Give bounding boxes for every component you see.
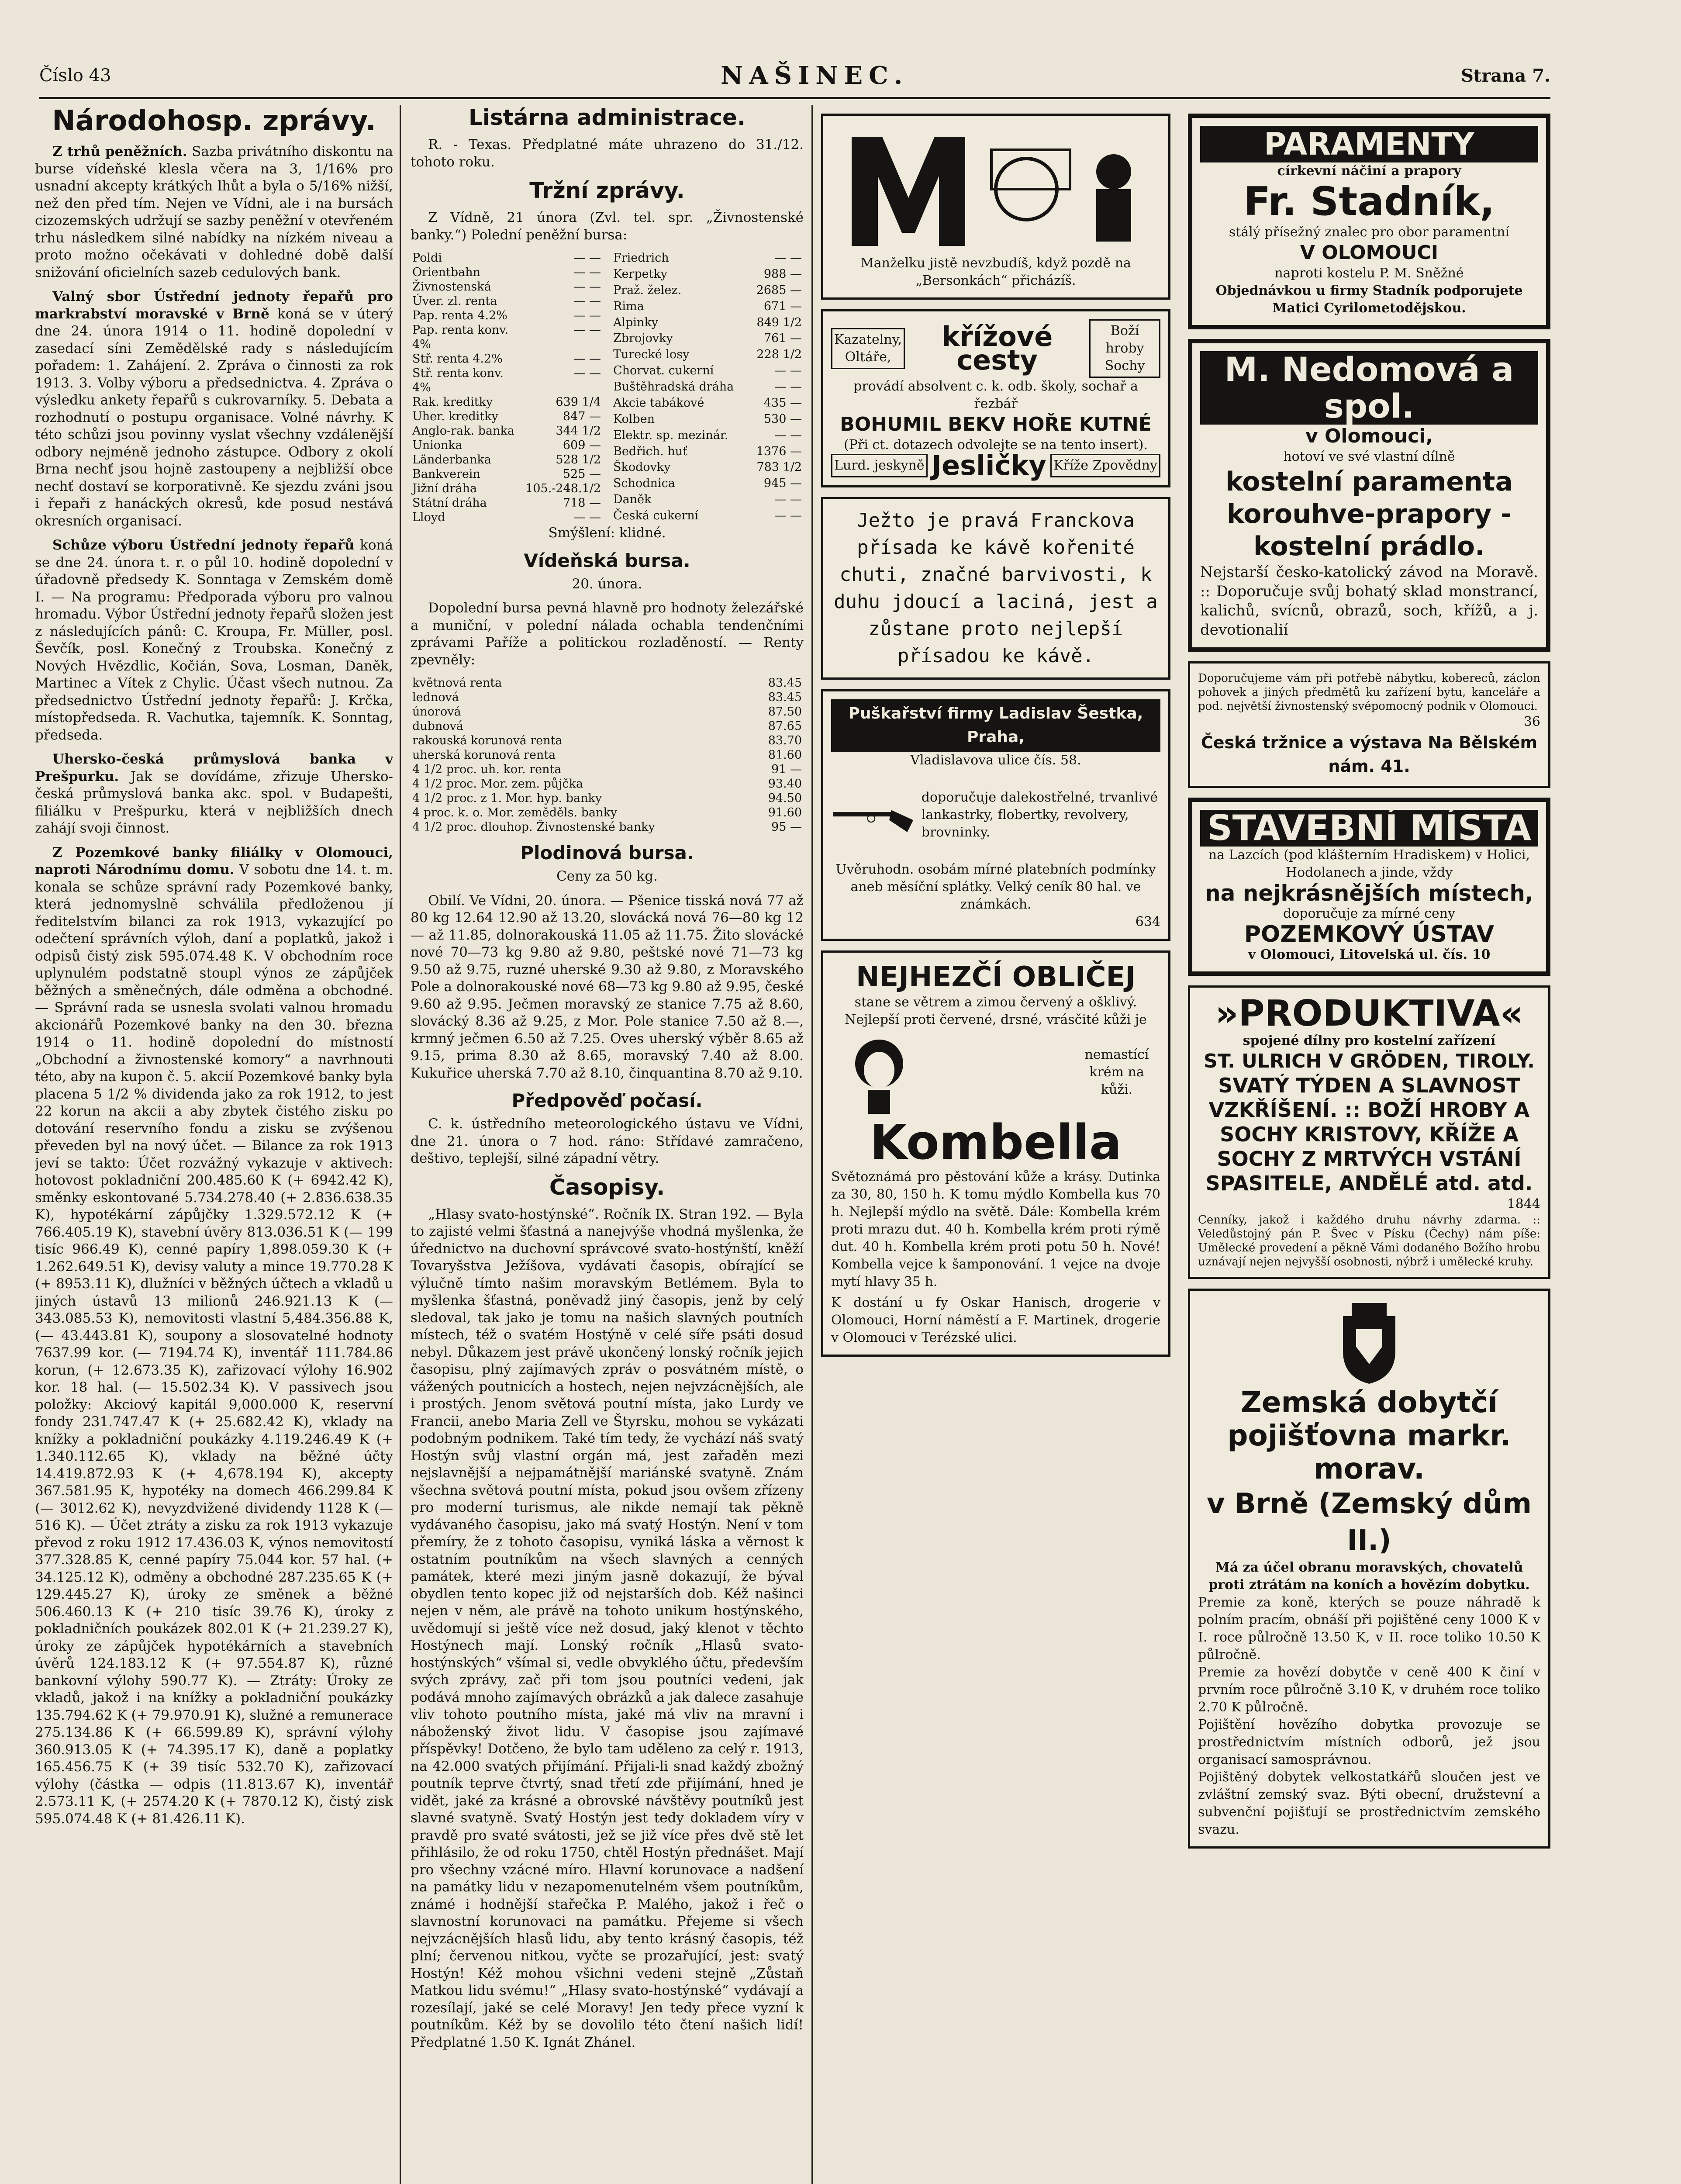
casopisy-title: Časopisy. xyxy=(549,1174,665,1200)
ad-big: kostelní paramenta korouhve-prapory - kostelní prádlo. xyxy=(1225,467,1513,562)
pocasi-text: C. k. ústředního meteorologického ústavu ve Vídni, dne 21. února o 7 hod. ráno: Střídavé zamračeno, deštivo, teplejší, silné západní větry. xyxy=(411,1116,804,1166)
column-divider xyxy=(811,105,813,2184)
ad-headline: křížové cesty xyxy=(942,321,1053,376)
row-label: Kerpetky xyxy=(613,267,668,281)
table-row xyxy=(411,424,603,438)
listarna-text: R. - Texas. Předplatné máte uhrazeno do 31./12. tohoto roku. xyxy=(411,137,804,170)
ad-text: Nejstarší česko-katolický závod na Moravě. :: Doporučuje svůj bohatý sklad monstrancí, kalichů, svícnů, obrazů, soch, křížů, a j. devotionalií xyxy=(1200,563,1538,639)
row-label: lednová xyxy=(412,691,459,704)
ad-text: Má za účel obranu moravských, chovatelů proti ztrátám na koních a hovězím dobytku. xyxy=(1208,1560,1530,1593)
ad-kombella xyxy=(821,950,1170,1357)
table-row xyxy=(411,496,603,510)
row-value: — — xyxy=(774,428,802,442)
ad-puskarstvi xyxy=(821,689,1170,941)
table-row xyxy=(611,492,804,508)
ad-headline: Jesličky xyxy=(931,449,1046,481)
ad-headline: M. Nedomová a spol. xyxy=(1200,351,1538,425)
trzni-title: Tržní zprávy. xyxy=(529,178,685,203)
row-label: Orientbahn xyxy=(412,266,481,279)
row-label: Poldi xyxy=(412,251,442,265)
ad-name: Česká tržnice a výstava Na Bělském nám. 41. xyxy=(1201,733,1538,776)
ad-stadnik xyxy=(1188,114,1550,329)
row-value: 94.50 xyxy=(768,791,802,805)
plod-title: Plodinová bursa. xyxy=(520,842,694,864)
row-label: květnová renta xyxy=(412,676,502,690)
table-row xyxy=(611,508,804,525)
row-value: 435 — xyxy=(763,396,802,410)
ad-zemska-pojistovna xyxy=(1188,1289,1550,1849)
stock-tables xyxy=(411,251,804,525)
row-value: 718 — xyxy=(563,496,601,510)
row-value: 639 1/4 xyxy=(556,395,601,409)
article: Uhersko-česká průmyslová banka v Prešpurku. Jak se dovídáme, zřizuje Uhersko-česká průmyslová banka akc. spol. v Budapešti, filiálku v Prešpurku, která v nejbližších dnech zahájí svoji činnost. xyxy=(35,751,393,836)
ad-address: v Olomouci, Litovelská ul. čís. 10 xyxy=(1248,947,1491,962)
ad-city: ST. ULRICH V GRÖDEN, TIROLY. xyxy=(1204,1050,1535,1072)
label: Sochy xyxy=(1105,358,1145,373)
ad-nedomova xyxy=(1188,339,1550,652)
label: Oltáře, xyxy=(845,349,891,365)
ad-text: Světoznámá pro pěstování kůže a krásy. Dutinka za 30, 80, 150 h. K tomu mýdlo Kombella kus 70 h. Nejlepší mýdlo na světě. Dále: Kombella krém proti mrazu dut. 40 h. Kombella krém proti rýmě dut. 40 h. Kombella krém proti potu 50 h. Nové! Kombella vejce k šamponování. 1 vejce na dvoje mytí hlavy 35 h. xyxy=(831,1169,1160,1289)
table-row xyxy=(411,510,603,525)
row-value: — — xyxy=(573,366,601,380)
row-label: Česká cukerní xyxy=(613,509,699,522)
ad-text: Ježto je pravá Franckova přísada ke kávě kořenité chuti, značné barvivosti, k duhu jdoucí a laciná, jest a zůstane proto nejlepší přísadou ke kávě. xyxy=(834,509,1158,667)
ad-headline: »PRODUKTIVA« xyxy=(1215,993,1523,1034)
ad-text: doporučuje dalekostřelné, trvanlivé lankastrky, flobertky, revolvery, brovninky. xyxy=(921,790,1158,840)
row-label: uherská korunová renta xyxy=(412,748,556,762)
table-row xyxy=(611,396,804,412)
table-row xyxy=(411,409,603,424)
pocasi-title: Předpověď počasí. xyxy=(511,1090,703,1111)
row-value: — — xyxy=(774,380,802,394)
row-label: Daněk xyxy=(613,493,652,507)
ad-headline: NEJHEZČÍ OBLIČEJ xyxy=(856,961,1136,993)
row-label: Státní dráha xyxy=(412,496,487,510)
column-ads-b xyxy=(1188,114,1550,2184)
row-label: Rima xyxy=(613,299,644,313)
vid-title: Vídeňská bursa. xyxy=(524,549,690,571)
row-label: Uher. kreditky xyxy=(412,410,498,423)
ad-text: stálý přísežný znalec pro obor paramentní xyxy=(1229,225,1510,240)
label: Kříže Zpovědny xyxy=(1050,454,1160,477)
label: Kazatelny, xyxy=(834,332,902,347)
row-value: 95 — xyxy=(771,820,802,834)
ad-note: Cenníky, jakož i každého druhu návrhy zdarma. :: Veledůstojný pán P. Švec v Písku (Čechy) nám píše: Umělecké provedení a pěkně Vámi dodaného Božího hrobu uznávají nejen nejvyšší osobnosti, nýbrž i umělecké kruhy. xyxy=(1198,1213,1540,1268)
table-row xyxy=(411,294,603,308)
ad-text: nemastící krém na kůži. xyxy=(1084,1047,1149,1097)
ad-name: BOHUMIL BEKV HOŘE KUTNÉ xyxy=(840,413,1152,435)
row-value: — — xyxy=(774,251,802,265)
vid-date: 20. února. xyxy=(572,576,642,592)
ad-city: v Olomouci, xyxy=(1305,425,1433,447)
row-value: 525 — xyxy=(563,467,601,481)
row-label: únorová xyxy=(412,705,461,719)
table-row xyxy=(411,820,804,834)
table-row xyxy=(611,251,804,267)
article: Z Pozemkové banky filiálky v Olomouci, naproti Národnímu domu. V sobotu dne 14. t. m. konala se schůze správní rady Pozemkové banky, která jednomyslně schválila předloženou jí ředitelstvím bilanci za rok 1913, vykazující po odečtení správních výloh, daní a poplatků, jakož i odpisů čistý zisk 595.074.48 K. V obchodním roce uplynulém podstatně stoupl výnos ze zápůjček běžných a směnečných, dále odměna a obchodné. — Správní rada se usnesla svolati valnou hromadu akcionářů Pozemkové banky na den 30. března 1914 o 11. hodině dopolední do místností „Obchodní a živnostenské komory“ a navrhnouti této, aby na kupon č. 5. akcií Pozemkové banky byla placena 5 1/2 % dividenda jako za rok 1912, to jest 22 korun na akcii a aby zbytek čistého zisku po dotování reservního fondu a zisku se zvýšenou převeden byl na nový účet. — Bilance za rok 1913 jeví se takto: Účet rozvážný vykazuje v aktivech: hotovost pokladniční 200.485.60 K (+ 6942.42 K), směnky eskontované 5.734.278.40 (+ 2.836.638.35 K), hypotékární zápůjčky 1.329.572.12 K (+ 766.405.19 K), stavební úvěry 813.036.51 K (— 199 tisíc 966.49 K), cenné papíry 1,898.059.30 K (+ 1.262.649.51 K), devisy valuty a mince 19.770.28 K (+ 8953.11 K), dlužníci v běžných účtech a vkladů u jiných ústavů 13 milionů 246.921.13 K (— 343.085.53 K), nemovitosti vlastní 5,484.356.88 K, (— 43.443.81 K), soupony a slosovatelné hodnoty 7637.99 kor. (— 7194.74 K), inventář 111.784.86 korun, (+ 12.673.35 K), zařizovací výlohy 16.902 kor. 18 hal. (— 15.502.34 K). V passivech jsou položky: Akciový kapitál 9,000.000 K, reservní fondy 231.747.47 K (+ 25.682.42 K), vklady na knížky a pokladniční poukázky 4.119.246.49 K (+ 1.340.112.65 K), vklady na běžné účty 14.419.872.93 K (+ 4,678.194 K), akcepty 367.581.95 K, hypotéky na domech 466.299.84 K (— 3012.62 K), nevyzdvižené dividendy 1128 K (— 516 K). — Účet ztráty a zisku za rok 1913 vykazuje převod z roku 1912 17.436.03 K, výnos nemovitostí 377.328.85 K, cenné papíry 75.044 kor. 57 hal. (+ 34.125.12 K), odměny a obchodné 287.235.65 K (+ 129.445.27 K), úroky ze směnek a běžné 506.460.13 K (+ 210 tisíc 39.76 K), úroky z pokladničních poukázek 802.01 K (+ 21.239.27 K), úroky ze zápůjček hypotékárních a stavebních úvěrů 124.183.12 K (+ 97.554.87 K), různé bankovní výlohy 590.77 K). — Ztráty: Úroky ze vkladů, jakož i na knížky a pokladniční poukázky 135.794.62 K (+ 79.970.91 K), služné a remunerace 275.134.86 K (+ 66.599.89 K), správní výlohy 360.913.05 K (+ 74.395.17 K), daně a poplatky 165.456.75 K (+ 39 tisíc 532.70 K), zařizovací výlohy (částka — odpis (11.813.67 K), inventář 2.573.11 K, (+ 2574.20 K (+ 7870.12 K), čistý zisk 595.074.48 K (+ 81.426.11 K). xyxy=(35,844,393,1827)
renty-table xyxy=(411,676,804,834)
page-header xyxy=(39,61,1550,92)
ad-text: (Při ct. dotazech odvolejte se na tento insert). xyxy=(844,437,1148,453)
row-label: Lloyd xyxy=(412,511,445,524)
row-label: Anglo-rak. banka xyxy=(412,424,514,438)
row-value: 93.40 xyxy=(768,777,802,791)
row-label: Buštěhradská dráha xyxy=(613,380,734,394)
ad-number: 1844 xyxy=(1507,1196,1540,1212)
row-value: — — xyxy=(774,364,802,378)
ad-name: POZEMKOVÝ ÚSTAV xyxy=(1244,921,1495,947)
article: Schůze výboru Ústřední jednoty řepařů koná se dne 24. února t. r. o půl 10. hodině dopolední v úřadovně předsedy K. Sonntaga v Zemském domě I. — Na programu: Předporada výboru pro valnou hromadu. Výbor Ústřední jednoty řepařů složen jest z následujících pánů: C. Kroupa, Fr. Müller, posl. Ševčík, posl. Konečný z Troubska. Konečný z Nových Hvězdlic, Kočián, Sova, Losman, Daněk, Martinec a Vítek z Chylic. Účast všech nutnou. Za předsednictvo Ústřední jednoty řepařů: J. Krčka, místopředseda. R. Vachutka, tajemník. K. Sonntag, předseda. xyxy=(35,537,393,743)
rifle-icon xyxy=(831,774,915,857)
row-value: 1376 — xyxy=(756,444,802,458)
ad-text: Manželku jistě nevzbudíš, když pozdě na „Bersonkách“ přicházíš. xyxy=(860,256,1131,288)
table-row xyxy=(611,283,804,299)
row-label: dubnová xyxy=(412,719,463,733)
ad-text: provádí absolvent c. k. odb. školy, sochař a řezbář xyxy=(853,379,1138,411)
table-row xyxy=(411,791,804,805)
row-value: 83.45 xyxy=(768,691,802,704)
row-value: — — xyxy=(774,493,802,507)
row-value: 87.50 xyxy=(768,705,802,719)
row-value: — — xyxy=(573,280,601,294)
ad-number: 36 xyxy=(1523,714,1540,729)
column-divider xyxy=(400,105,401,2184)
table-row xyxy=(411,467,603,481)
column-economic-news xyxy=(35,105,393,2184)
row-value: 945 — xyxy=(763,477,802,491)
row-label: Turecké losy xyxy=(613,348,690,362)
row-value: 81.60 xyxy=(768,748,802,762)
row-value: — — xyxy=(573,251,601,265)
table-row xyxy=(411,733,804,748)
table-row xyxy=(611,412,804,428)
row-value: 83.70 xyxy=(768,734,802,747)
row-value: — — xyxy=(573,352,601,366)
ad-text: hotoví ve své vlastní dílně xyxy=(1283,449,1455,464)
row-label: Länderbanka xyxy=(412,453,491,467)
table-row xyxy=(611,315,804,332)
page-number: Strana 7. xyxy=(1460,66,1550,86)
row-value: 2685 — xyxy=(756,283,802,297)
row-label: Jižní dráha xyxy=(412,482,477,495)
row-label: Schodnica xyxy=(613,477,675,491)
ad-text: doporučuje za mírné ceny xyxy=(1283,906,1455,921)
table-row xyxy=(611,331,804,347)
trzni-lead: Z Vídně, 21 února (Zvl. tel. spr. „Živnostenské banky.“) Polední peněžní bursa: xyxy=(411,210,804,243)
label: Boží hroby xyxy=(1105,323,1144,356)
table-row xyxy=(611,299,804,315)
table-row xyxy=(411,676,804,690)
row-value: 105.-248.1/2 xyxy=(525,482,601,495)
table-row xyxy=(611,363,804,380)
ad-text: Pojištění hovězího dobytka provozuje se prostřednictvím místních odborů, jež jsou organisací samosprávnou. xyxy=(1198,1717,1540,1767)
ad-text: Pojištěný dobytek velkostatkářů sloučen jest ve zvláštní zemský svaz. Býti obecní, družstevní a subvenční pojišťují se prostřednictvím zemského svazu. xyxy=(1198,1769,1540,1837)
table-row xyxy=(411,719,804,733)
row-label: Akcie tabákové xyxy=(613,396,704,410)
table-row xyxy=(411,280,603,294)
ad-text: naproti kostelu P. M. Sněžné xyxy=(1274,266,1464,281)
column-market-news xyxy=(411,105,804,2184)
row-value: 344 1/2 xyxy=(556,424,601,438)
article: Z trhů peněžních. Sazba privátního diskontu na burse vídeňské klesla včera na 3, 1/16% pro usnadní akcepty krátkých lhůt a byla o 5/16% nižší, než den před tím. Nejen ve Vídni, ale i na bursách cizozemských udržují se sazby peněžní v otevřeném trhu následkem silné nabídky na nízkém niveau a proto možno očekávati v dohledné době další snižování oficielních sazeb cedulových bank. xyxy=(35,144,393,280)
ad-text: na Lazcích (pod klášterním Hradiskem) v Holici, Hodolanech a jinde, vždy xyxy=(1208,847,1530,880)
row-label: Bedřich. huť xyxy=(613,444,687,458)
row-value: 91 — xyxy=(771,763,802,776)
ad-produktiva xyxy=(1188,985,1550,1279)
plod-text: Obilí. Ve Vídni, 20. února. — Pšenice tisská nová 77 až 80 kg 12.64 12.90 až 13.20, slovácká nová 76—80 kg 12— až 11.85, dolnorakouská 11.05 až 11.75. Žito slovácké nové 70—73 kg 9.80 až 9.80, peštské nové 71—73 kg 9.50 až 9.75, ruzné uherské 9.30 až 9.80, z Moravského Pole a dolnorakouské nové 68—73 kg 9.80 až 9.95, české 9.60 až 9.95. Ječmen moravský ze stanice 7.75 až 8.60, slovácký 8.36 až 9.25, z Mor. Pole stanice 7.50 až 8.—, krmný ječmen 6.50 až 7.25. Oves uherský výběr 8.65 až 9.15, prima 8.30 až 8.65, moravský 7.40 až 8.00. Kukuřice uherská 7.70 až 8.10, činquantina 8.70 až 9.10. xyxy=(411,892,804,1081)
table-row xyxy=(411,705,804,719)
ad-note: Objednávkou u firmy Stadník podporujete Matici Cyrilometodějskou. xyxy=(1215,283,1523,316)
row-label: Zbrojovky xyxy=(613,332,673,346)
row-value: — — xyxy=(573,309,601,322)
row-label: 4 proc. k. o. Mor. zeměděls. banky xyxy=(412,806,618,819)
ad-krizove-cesty xyxy=(821,309,1170,487)
table-row xyxy=(611,476,804,492)
casopisy-text: „Hlasy svato-hostýnské“. Ročník IX. Stran 192. — Byla to zajisté velmi šťastná a nanejvýše vhodná myšlenka, že úřednictvo na duchovní správcové svato-hostýnští, kněží Tovaryšstva Ježíšova, vydávati časopis, obírající se výlučně tímto našim moravským Betlémem. Byla to myšlenka šťastná, poněvadž jiný časopis, jenž by celý sledoval, tak jako je tomu na našich slavných poutních místech, též o svatém Hostýně v celé síře psáti dosud nebyl. Důkazem jest právě ukončený lonský ročník jejich časopisu, plný zajímavých zpráv o posvátném místě, o vážených poutnicích a hostech, nejen nejvzácnějších, ale i prostých. Jenom světová poutní místa, jako Lurdy ve Francii, anebo Maria Zell ve Štyrsku, mohou se vykázati podobným podnikem. Také tím tedy, že vychází náš svatý Hostýn svůj vlastní orgán má, jest zařaděn mezi nejslavnější a nejpamátnější mariánské svatyně. Znám všechna světová poutní místa, pokud jsou ovšem zřízeny pro moderní turismus, ale nikde nemají tak pěkně vydávaného časopisu, jako má svatý Hostýn. Není v tom přemíry, že z tohoto časopisu, vyniká láska a věrnost k ostatním poutníkům na všech slavných a cenných památek, které mezi jiným jasně dokazují, že býval obydlen tento kopec již od nejstarších dob. Kéž našinci nejen v něm, ale právě na tohoto unikum hostýnského, uvědomují si ještě více než dosud, jaký klenot v těchto Hostýnech mají. Lonský ročník „Hlasů svato-hostýnských“ všímal si, vedle obvyklého účtu, především svých zprávy, zač při tom jsou poutníci vedeni, jak podává mnoho zajímavých obrázků a jak dalece zasahuje vliv tohoto poutního místa, jaké má vliv na mravní i náboženský život lidu. V časopise jsou zajímavé příspěvky! Dotčeno, že bylo tam uděleno za celý r. 1913, na 42.000 svatých přijímání. Přijali-li snad každý zbožný poutník teprve čtvrtý, snad třetí zde přijímání, hned je vidět, jaké za krásné a obrovské návštěvy poutníků jest slavné svatyně. Svatý Hostýn jest tedy dokladem víry v pravdě pro svaté svátosti, jež se již více přes dvě stě let přihlásilo, že od roku 1750, chtěl Hostýn přednášet. Mají pro všechny vzácné míro. Hlavní korunovace a nadšení na památky lidu v nezapomenutelném všem poutníkům, známé i hodnější stařečka P. Malého, jakož i řeč o slavnostní korunovaci na památku. Přejeme si všech nejvzácnějších hlasů lidu, aby tento krásný časopis, též plní; červenou nitkou, vyčte se prozařující, jest: svatý Hostýn! Kéž mohou všichni vedeni stejně „Zůstaň Matkou lidu svému!“ „Hlasy svato-hostýnské“ vydávají a rozesílají, jaké se celé Moravy! Jen tedy přece vyzní k poutníkům. Kéž by se dovolilo této čtení našich lidí! Předplatné 1.50 K. Ignát Zhánel. xyxy=(411,1206,804,2050)
ad-sub: Vladislavova ulice čís. 58. xyxy=(910,753,1081,768)
plod-sub: Ceny za 50 kg. xyxy=(556,868,658,884)
table-row xyxy=(411,481,603,496)
ad-ceska-trznice xyxy=(1188,661,1550,788)
row-label: Alpinky xyxy=(613,315,659,329)
row-label: Stř. renta 4.2% xyxy=(412,352,503,366)
woman-portrait-icon xyxy=(831,1029,927,1116)
table-row xyxy=(611,444,804,460)
row-label: Živnostenská xyxy=(412,280,491,294)
ad-headline: Puškařství firmy Ladislav Šestka, Praha, xyxy=(831,699,1160,752)
brand-name: Kombella xyxy=(870,1114,1122,1170)
row-label: 4 1/2 proc. uh. kor. renta xyxy=(412,763,562,776)
row-value: — — xyxy=(573,511,601,524)
ad-text: SVATÝ TÝDEN A SLAVNOST VZKŘÍŠENÍ. :: BOŽÍ HROBY A SOCHY KRISTOVY, KŘÍŽE A SOCHY Z MRTVÝCH VSTÁNÍ SPASITELE, ANDĚLÉ atd. atd. xyxy=(1205,1074,1533,1195)
coat-of-arms-icon xyxy=(1325,1299,1413,1386)
ad-stavebni-mista xyxy=(1188,798,1550,976)
label: Lurd. jeskyně xyxy=(831,454,928,477)
row-label: Chorvat. cukerní xyxy=(613,364,714,378)
table-row xyxy=(611,267,804,283)
ad-number: 634 xyxy=(1135,914,1160,930)
row-label: Elektr. sp. mezinár. xyxy=(613,428,728,442)
table-row xyxy=(411,395,603,409)
ad-text: stane se větrem a zimou červený a ošklivý. Nejlepší proti červené, drsné, vrásčité kůži je xyxy=(845,995,1147,1027)
ad-text: K dostání u fy Oskar Hanisch, drogerie v Olomouci, Horní náměstí a F. Martinek, drogerie v Olomouci v Terézské ulici. xyxy=(831,1295,1160,1345)
column-ads-a xyxy=(821,114,1170,2184)
row-value: 988 — xyxy=(763,267,802,281)
row-value: 847 — xyxy=(563,410,601,423)
row-value: 83.45 xyxy=(768,676,802,690)
row-value: — — xyxy=(573,266,601,279)
row-value: — — xyxy=(774,509,802,522)
table-row xyxy=(411,366,603,395)
ad-note: Uvěruhodn. osobám mírné platebních podmínky aneb měsíční splátky. Velký ceník 80 hal. ve známkách. xyxy=(835,862,1156,912)
row-value: 91.60 xyxy=(768,806,802,819)
row-label: Úver. zl. renta xyxy=(412,294,497,308)
row-label: Friedrich xyxy=(613,251,669,265)
vid-text: Dopolední bursa pevná hlavně pro hodnoty železářské a muniční, v polední nálada ochabla tendenčními zprávami Paříže a politickou rozladěností. — Renty zpevněly: xyxy=(411,600,804,668)
row-value: — — xyxy=(573,323,601,337)
row-value: 761 — xyxy=(763,332,802,346)
row-value: 228 1/2 xyxy=(756,348,802,362)
table-row xyxy=(411,762,804,777)
row-label: Kolben xyxy=(613,412,655,426)
letter-m-illustration xyxy=(843,124,1149,255)
ad-franck xyxy=(821,497,1170,680)
table-row xyxy=(411,690,804,705)
listarna-title: Listárna administrace. xyxy=(469,105,746,130)
smysleni: Smýšlení: klidné. xyxy=(548,525,666,541)
table-row xyxy=(411,352,603,366)
newspaper-title: NAŠINEC. xyxy=(721,61,909,90)
row-value: 849 1/2 xyxy=(756,315,802,329)
ad-city: V OLOMOUCI xyxy=(1300,242,1439,264)
stock-table-right xyxy=(611,251,804,525)
stock-table-left xyxy=(411,251,603,525)
table-row xyxy=(411,251,603,265)
table-row xyxy=(411,323,603,352)
header-rule xyxy=(39,97,1550,99)
table-row xyxy=(611,460,804,476)
table-row xyxy=(411,308,603,323)
section-title: Národohosp. zprávy. xyxy=(52,105,376,137)
row-value: 87.65 xyxy=(768,719,802,733)
table-row xyxy=(411,265,603,280)
ad-text: Premie za hovězí dobytče v ceně 400 K činí v prvním roce půlročně 3.10 K, v druhém roce toliko 2.70 K půlročně. xyxy=(1198,1665,1540,1715)
row-label: 4 1/2 proc. dlouhop. Živnostenské banky xyxy=(412,820,655,834)
ad-text: Premie za koně, kterých se pouze náhradě k polním pracím, obnáší při pojištěné ceny 1000 K v I. roce půlročně 13.50 K, v II. roce toliko 10.50 K půlročně. xyxy=(1198,1595,1540,1662)
row-label: Pap. renta konv. 4% xyxy=(412,323,508,351)
issue-number: Číslo 43 xyxy=(39,66,111,86)
ad-headline: STAVEBNÍ MÍSTA xyxy=(1200,810,1538,847)
row-value: 671 — xyxy=(763,299,802,313)
table-row xyxy=(411,805,804,820)
row-label: 4 1/2 proc. Mor. zem. půjčka xyxy=(412,777,583,791)
table-row xyxy=(611,380,804,396)
row-label: Praž. želez. xyxy=(613,283,682,297)
ad-city: v Brně (Zemský dům II.) xyxy=(1206,1488,1532,1557)
row-label: Pap. renta 4.2% xyxy=(412,309,507,322)
row-label: Rak. kreditky xyxy=(412,395,493,409)
table-row xyxy=(411,777,804,791)
ad-headline: Zemská dobytčí pojišťovna markr. morav. xyxy=(1227,1386,1511,1486)
ad-big: na nejkrásnějších místech, xyxy=(1205,881,1534,906)
row-label: Bankverein xyxy=(412,467,480,481)
ad-sub: spojené dílny pro kostelní zařízení xyxy=(1243,1033,1496,1048)
row-label: 4 1/2 proc. z 1. Mor. hyp. banky xyxy=(412,791,602,805)
row-label: rakouská korunová renta xyxy=(412,734,563,747)
ad-bersonky xyxy=(821,114,1170,300)
table-row xyxy=(611,428,804,444)
ad-headline: PARAMENTY xyxy=(1200,126,1538,162)
row-label: Stř. renta konv. 4% xyxy=(412,366,504,394)
table-row xyxy=(611,347,804,363)
table-row xyxy=(411,438,603,453)
ad-name: Fr. Stadník, xyxy=(1243,179,1495,225)
ad-text: Doporučujeme vám při potřebě nábytku, kobereců, záclon pohovek a jiných předmětů ku zařízení bytu, kanceláře a pod. největší živnostenský svépomocný podnik v Olomouci. xyxy=(1198,672,1540,713)
row-value: 530 — xyxy=(763,412,802,426)
article: Valný sbor Ústřední jednoty řepařů pro markrabství moravské v Brně koná se v úterý dne 24. února 1914 o 11. hodině dopolední v zasedací síni Zemědělské rady s následujícím pořadem: 1. Zahájení. 2. Zpráva o činnosti za rok 1913. 3. Volby výboru a předsednictva. 4. Zpráva o výsledku ankety řepařů s cukrovarníky. 5. Debata a rozhodnutí o postupu organisace. Volné návrhy. K této schůzi jsou povinny vyslat všechny vzdálenější odbory nejméně jednoho zástupce. Odbory z okolí Brna nechť jsou hojně zastoupeny a nejbližší obce nechť dostaví se korporativně. Ke sjezdu zváni jsou i řepaři z hanáckých okresů, kde posud nestává okresních organisací. xyxy=(35,289,393,529)
row-value: — — xyxy=(573,294,601,308)
row-value: 528 1/2 xyxy=(556,453,601,467)
table-row xyxy=(411,453,603,467)
row-value: 783 1/2 xyxy=(756,460,802,474)
ad-sub: církevní náčiní a prapory xyxy=(1277,163,1461,179)
row-label: Škodovky xyxy=(613,460,671,474)
row-label: Unionka xyxy=(412,439,463,452)
table-row xyxy=(411,748,804,762)
row-value: 609 — xyxy=(563,439,601,452)
